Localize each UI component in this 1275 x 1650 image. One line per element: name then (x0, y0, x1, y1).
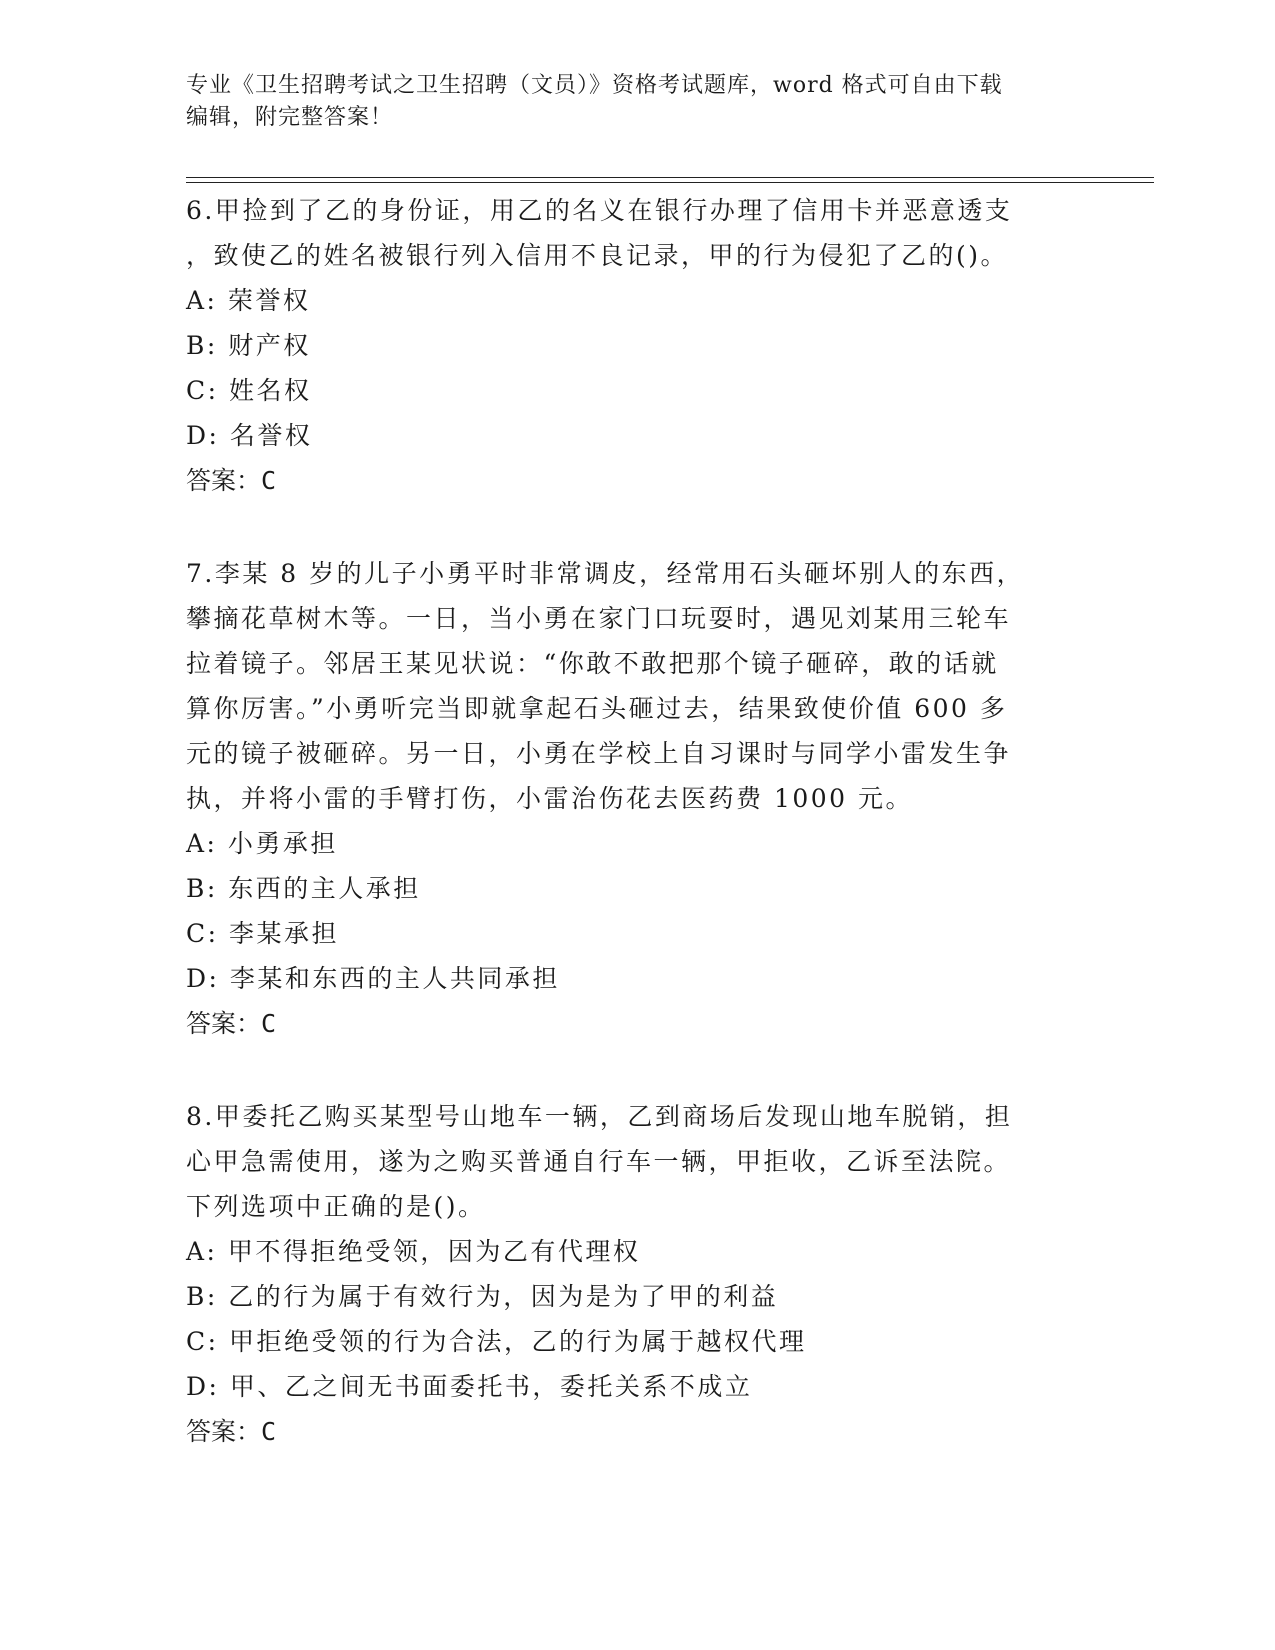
question-text-line: 执，并将小雷的手臂打伤，小雷治伤花去医药费 1000 元。 (186, 784, 914, 813)
question-text-line: 7.李某 8 岁的儿子小勇平时非常调皮，经常用石头砸坏别人的东西， (186, 559, 1025, 588)
header-line-1: 专业《卫生招聘考试之卫生招聘（文员）》资格考试题库，word 格式可自由下载 (186, 73, 1003, 98)
answer-value: C (261, 1009, 277, 1038)
option-a: A: 小勇承担 (186, 829, 338, 858)
answer (186, 1001, 1086, 1046)
header-line-2: 编辑，附完整答案！ (186, 105, 394, 130)
option-d: D: 名誉权 (186, 421, 313, 450)
header-divider-bottom (186, 182, 1154, 183)
option-b: B: 财产权 (186, 331, 311, 360)
answer-label: 答案： (186, 1417, 262, 1446)
answer-label: 答案： (186, 1009, 262, 1038)
question-7 (186, 551, 1086, 1046)
question-text-line: 算你厉害。”小勇听完当即就拿起石头砸过去，结果致使价值 600 多 (186, 694, 1008, 723)
question-8 (186, 1094, 1086, 1454)
question-text-line: 心甲急需使用，遂为之购买普通自行车一辆，甲拒收，乙诉至法院。 (186, 1147, 1012, 1176)
document-header (186, 70, 1086, 134)
option-c: C: 李某承担 (186, 919, 339, 948)
question-text-line: 6.甲捡到了乙的身份证，用乙的名义在银行办理了信用卡并恶意透支 (186, 196, 1013, 225)
option-a: A: 荣誉权 (186, 286, 311, 315)
question-text-line: 元的镜子被砸碎。另一日，小勇在学校上自习课时与同学小雷发生争 (186, 739, 1012, 768)
answer-value: C (261, 1417, 277, 1446)
question-text-line: 8.甲委托乙购买某型号山地车一辆，乙到商场后发现山地车脱销，担 (186, 1102, 1013, 1131)
option-c: C: 姓名权 (186, 376, 312, 405)
answer (186, 458, 1086, 503)
header-divider-top (186, 177, 1154, 178)
option-b: B: 乙的行为属于有效行为，因为是为了甲的利益 (186, 1282, 779, 1311)
option-d: D: 甲、乙之间无书面委托书，委托关系不成立 (186, 1372, 753, 1401)
answer-label: 答案： (186, 466, 262, 495)
question-text-line: 拉着镜子。邻居王某见状说：“你敢不敢把那个镜子砸碎，敢的话就 (186, 649, 999, 678)
question-text-line: ，致使乙的姓名被银行列入信用不良记录，甲的行为侵犯了乙的()。 (186, 241, 1009, 270)
answer (186, 1409, 1086, 1454)
question-list (186, 188, 1086, 1502)
question-text-line: 下列选项中正确的是()。 (186, 1192, 486, 1221)
question-6 (186, 188, 1086, 503)
option-b: B: 东西的主人承担 (186, 874, 421, 903)
option-c: C: 甲拒绝受领的行为合法，乙的行为属于越权代理 (186, 1327, 807, 1356)
question-text-line: 攀摘花草树木等。一日，当小勇在家门口玩耍时，遇见刘某用三轮车 (186, 604, 1012, 633)
option-a: A: 甲不得拒绝受领，因为乙有代理权 (186, 1237, 641, 1266)
option-d: D: 李某和东西的主人共同承担 (186, 964, 560, 993)
answer-value: C (261, 466, 277, 495)
